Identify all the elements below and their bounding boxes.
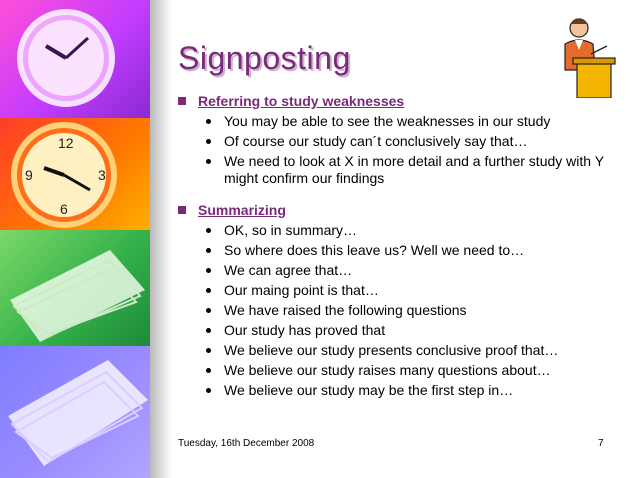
svg-text:9: 9	[25, 167, 33, 183]
section-heading	[178, 92, 608, 110]
bullet-dot-icon	[206, 308, 211, 313]
list-item-text: OK, so in summary…	[224, 222, 358, 238]
purple-clock-panel	[0, 0, 150, 118]
list-item	[206, 153, 608, 187]
list-item	[206, 382, 608, 399]
purple-clock-icon	[0, 0, 150, 118]
list-item	[206, 113, 608, 130]
bullet-dot-icon	[206, 119, 211, 124]
list-item	[206, 362, 608, 379]
svg-text:3: 3	[98, 167, 106, 183]
bullet-dot-icon	[206, 328, 211, 333]
list-item-text: Of course our study can´t conclusively say that…	[224, 133, 528, 149]
bullet-list	[178, 222, 608, 399]
bullet-dot-icon	[206, 159, 211, 164]
list-item-text: We have raised the following questions	[224, 302, 467, 318]
list-item-text: So where does this leave us? Well we need to…	[224, 242, 525, 258]
bullet-dot-icon	[206, 348, 211, 353]
list-item	[206, 262, 608, 279]
square-bullet-icon	[178, 206, 186, 214]
section-summarizing	[178, 201, 608, 399]
speaker-at-podium-icon	[555, 14, 617, 98]
list-item-text: We believe our study may be the first step in…	[224, 382, 514, 398]
list-item	[206, 342, 608, 359]
list-item	[206, 133, 608, 150]
slide-content	[178, 92, 608, 409]
orange-clock-icon	[0, 118, 150, 230]
bullet-dot-icon	[206, 288, 211, 293]
section-heading	[178, 201, 608, 219]
heading-link[interactable]: Referring to study weaknesses	[198, 93, 405, 109]
list-item-text: You may be able to see the weaknesses in our study	[224, 113, 551, 129]
svg-text:6: 6	[60, 201, 68, 217]
bullet-dot-icon	[206, 248, 211, 253]
slide-title: Signposting	[178, 40, 351, 76]
section-weaknesses	[178, 92, 608, 187]
bullet-dot-icon	[206, 368, 211, 373]
bullet-dot-icon	[206, 388, 211, 393]
list-item-text: Our study has proved that	[224, 322, 386, 338]
sidebar-shadow	[150, 0, 172, 478]
footer-date: Tuesday, 16th December 2008	[178, 438, 315, 449]
list-item	[206, 242, 608, 259]
papers-panel-green	[0, 230, 150, 346]
bullet-dot-icon	[206, 139, 211, 144]
stacked-papers-icon	[0, 346, 150, 478]
decorative-sidebar-image	[0, 0, 150, 478]
papers-panel-violet	[0, 346, 150, 478]
orange-clock-panel	[0, 118, 150, 230]
bullet-dot-icon	[206, 268, 211, 273]
svg-text:12: 12	[58, 135, 74, 151]
list-item	[206, 282, 608, 299]
bullet-list	[178, 113, 608, 187]
list-item-text: We can agree that…	[224, 262, 353, 278]
bullet-dot-icon	[206, 228, 211, 233]
page-number: 7	[598, 438, 604, 449]
list-item	[206, 322, 608, 339]
list-item	[206, 222, 608, 239]
list-item-text: Our maing point is that…	[224, 282, 379, 298]
list-item-text: We need to look at X in more detail and a further study with Y might confirm our findings	[224, 153, 604, 186]
stacked-papers-icon	[0, 230, 150, 346]
heading-link[interactable]: Summarizing	[198, 202, 286, 218]
list-item-text: We believe our study presents conclusive proof that…	[224, 342, 559, 358]
list-item-text: We believe our study raises many questions about…	[224, 362, 551, 378]
square-bullet-icon	[178, 97, 186, 105]
list-item	[206, 302, 608, 319]
